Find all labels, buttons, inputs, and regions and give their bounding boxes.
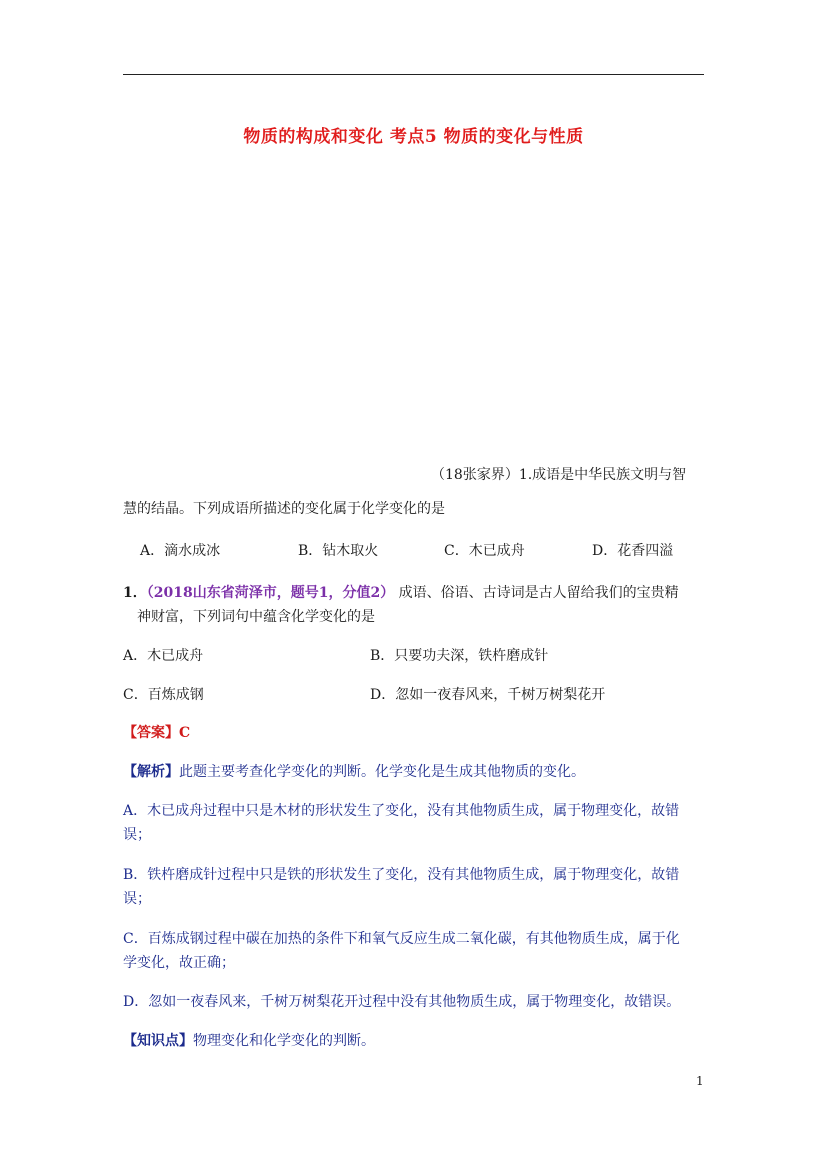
analysis-b-line1: B．铁杵磨成针过程中只是铁的形状发生了变化，没有其他物质生成，属于物理变化，故错	[123, 867, 680, 883]
question-source: （18张家界）	[431, 467, 519, 483]
answer-value: C	[179, 725, 191, 741]
analysis-b-line2: 误；	[123, 891, 151, 907]
question2-line-1	[123, 582, 679, 602]
analysis-a-line2: 误；	[123, 827, 151, 843]
q2-option-d: D．忽如一夜春风来，千树万树梨花开	[370, 687, 606, 703]
question-stem-part1: 1.成语是中华民族文明与智	[518, 467, 687, 483]
analysis-intro-line	[123, 761, 585, 781]
q2-option-b: B．只要功夫深，铁杵磨成针	[370, 648, 549, 664]
q2-option-c: C．百炼成钢	[123, 687, 204, 703]
question-line-1	[431, 464, 686, 484]
question-stem-part2: 慧的结晶。下列成语所描述的变化属于化学变化的是	[123, 501, 445, 517]
option-a: A．滴水成冰	[140, 543, 221, 559]
analysis-d-line1: D．忽如一夜春风来，千树万树梨花开过程中没有其他物质生成，属于物理变化，故错误。	[123, 994, 681, 1010]
page-title: 物质的构成和变化 考点5 物质的变化与性质	[243, 127, 584, 147]
header-rule	[123, 74, 704, 75]
analysis-c-line1: C．百炼成钢过程中碳在加热的条件下和氧气反应生成二氧化碳，有其他物质生成，属于化	[123, 931, 680, 947]
q2-option-a: A．木已成舟	[123, 648, 204, 664]
question2-stem-part2: 神财富，下列词句中蕴含化学变化的是	[137, 609, 375, 625]
option-b: B．钻木取火	[298, 543, 379, 559]
question2-number: 1．	[123, 585, 147, 601]
knowledge-label: 【知识点】	[123, 1033, 193, 1049]
knowledge-text: 物理变化和化学变化的判断。	[193, 1033, 375, 1049]
option-c: C．木已成舟	[444, 543, 525, 559]
analysis-a-line1: A．木已成舟过程中只是木材的形状发生了变化，没有其他物质生成，属于物理变化，故错	[123, 803, 680, 819]
question2-stem-part1: 成语、俗语、古诗词是古人留给我们的宝贵精	[394, 585, 679, 601]
option-d: D．花香四溢	[592, 543, 674, 559]
analysis-intro: 此题主要考查化学变化的判断。化学变化是生成其他物质的变化。	[179, 764, 585, 780]
page-number: 1	[696, 1074, 704, 1088]
answer-label: 【答案】	[123, 725, 179, 741]
question2-source: （2018山东省菏泽市，题号1，分值2）	[146, 585, 395, 601]
analysis-label: 【解析】	[123, 764, 179, 780]
knowledge-line	[123, 1030, 375, 1050]
answer-line	[123, 722, 190, 742]
analysis-c-line2: 学变化，故正确；	[123, 955, 235, 971]
